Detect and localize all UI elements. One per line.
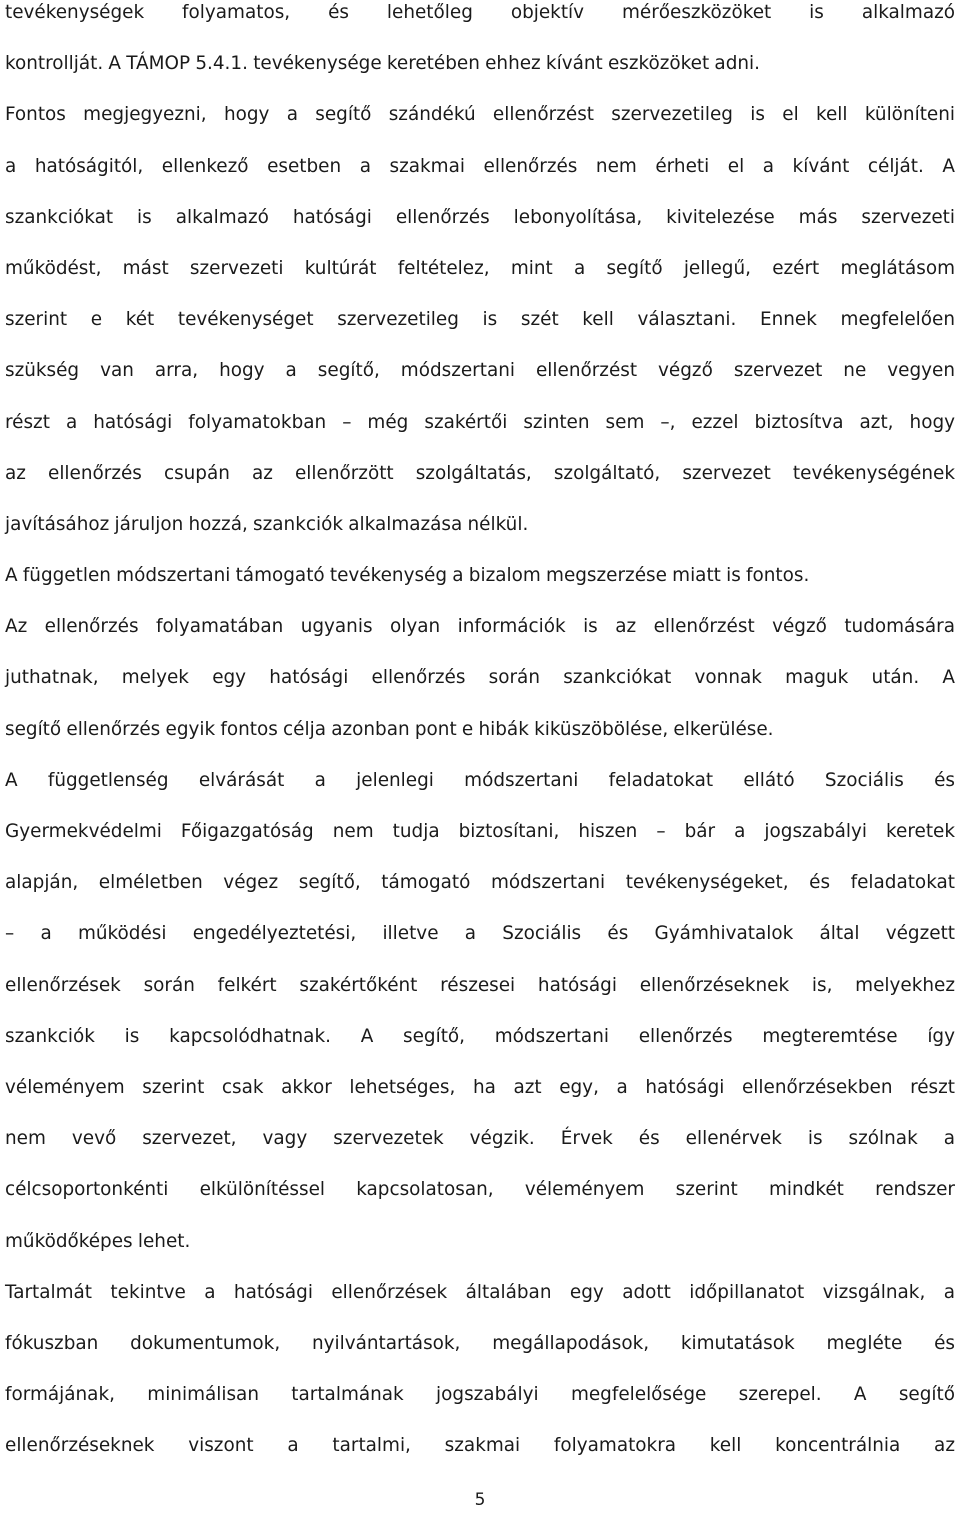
text-line: ellenőrzéseknek viszont a tartalmi, szakmai folyamatokra kell koncentrálnia az: [5, 1435, 955, 1457]
text-line: szerint e két tevékenységet szervezetileg is szét kell választani. Ennek megfelelően: [5, 309, 955, 331]
paragraph-4: [5, 1267, 955, 1472]
text-line: kontrollját. A TÁMOP 5.4.1. tevékenysége keretében ehhez kívánt eszközöket adni.: [5, 53, 760, 75]
text-line: működőképes lehet.: [5, 1230, 191, 1252]
text-line: – a működési engedélyeztetési, illetve a Szociális és Gyámhivatalok által végzett: [5, 923, 955, 945]
page-number: 5: [474, 1490, 486, 1510]
text-line: A független módszertani támogató tevékenység a bizalom megszerzése miatt is fontos.: [5, 565, 810, 587]
text-line: Gyermekvédelmi Főigazgatóság nem tudja biztosítani, hiszen – bár a jogszabályi keretek: [5, 821, 955, 842]
text-line: tevékenységek folyamatos, és lehetőleg objektív mérőeszközöket is alkalmazó: [5, 2, 955, 23]
text-line: szankciókat is alkalmazó hatósági ellenőrzés lebonyolítása, kivitelezése más szervezeti: [5, 206, 955, 228]
text-line: Tartalmát tekintve a hatósági ellenőrzések általában egy adott időpillanatot vizsgálnak, a: [5, 1281, 955, 1303]
text-line: célcsoportonkénti elkülönítéssel kapcsolatosan, véleményem szerint mindkét rendszer: [5, 1179, 955, 1201]
text-line: részt a hatósági folyamatokban – még szakértői szinten sem –, ezzel biztosítva azt, hogy: [5, 411, 955, 433]
text-line: szankciók is kapcsolódhatnak. A segítő, módszertani ellenőrzés megteremtése így: [5, 1025, 955, 1047]
paragraph-1: [5, 0, 955, 550]
text-line: Az ellenőrzés folyamatában ugyanis olyan információk is az ellenőrzést végző tudomására: [5, 616, 955, 638]
text-line: véleményem szerint csak akkor lehetséges, ha azt egy, a hatósági ellenőrzésekben részt: [5, 1076, 955, 1098]
text-line: segítő ellenőrzés egyik fontos célja azonban pont e hibák kiküszöbölése, elkerülése.: [5, 718, 774, 740]
paragraph-2: [5, 550, 955, 755]
text-line: a hatóságitól, ellenkező esetben a szakmai ellenőrzés nem érheti el a kívánt célját. A: [5, 155, 955, 177]
text-line: Fontos megjegyezni, hogy a segítő szándékú ellenőrzést szervezetileg is el kell különíteni: [5, 104, 955, 126]
text-line: juthatnak, melyek egy hatósági ellenőrzés során szankciókat vonnak maguk után. A: [5, 667, 955, 689]
text-line: formájának, minimálisan tartalmának jogszabályi megfelelősége szerepel. A segítő: [5, 1384, 955, 1406]
text-line: ellenőrzések során felkért szakértőként részesei hatósági ellenőrzéseknek is, melyekhez: [5, 974, 955, 996]
paragraph-3: [5, 755, 955, 1267]
document-page: [5, 0, 955, 1471]
text-line: szükség van arra, hogy a segítő, módszertani ellenőrzést végző szervezet ne vegyen: [5, 360, 955, 382]
text-line: nem vevő szervezet, vagy szervezetek végzik. Érvek és ellenérvek is szólnak a: [5, 1128, 955, 1150]
text-line: javításához járuljon hozzá, szankciók alkalmazása nélkül.: [5, 513, 529, 535]
text-line: alapján, elméletben végez segítő, támogató módszertani tevékenységeket, és feladatokat: [5, 872, 955, 894]
text-line: fókuszban dokumentumok, nyilvántartások, megállapodások, kimutatások megléte és: [5, 1332, 955, 1354]
text-line: A függetlenség elvárását a jelenlegi módszertani feladatokat ellátó Szociális és: [5, 769, 955, 791]
text-line: az ellenőrzés csupán az ellenőrzött szolgáltatás, szolgáltató, szervezet tevékenységének: [5, 462, 955, 484]
text-line: működést, mást szervezeti kultúrát feltételez, mint a segítő jellegű, ezért meglátásom: [5, 257, 955, 279]
